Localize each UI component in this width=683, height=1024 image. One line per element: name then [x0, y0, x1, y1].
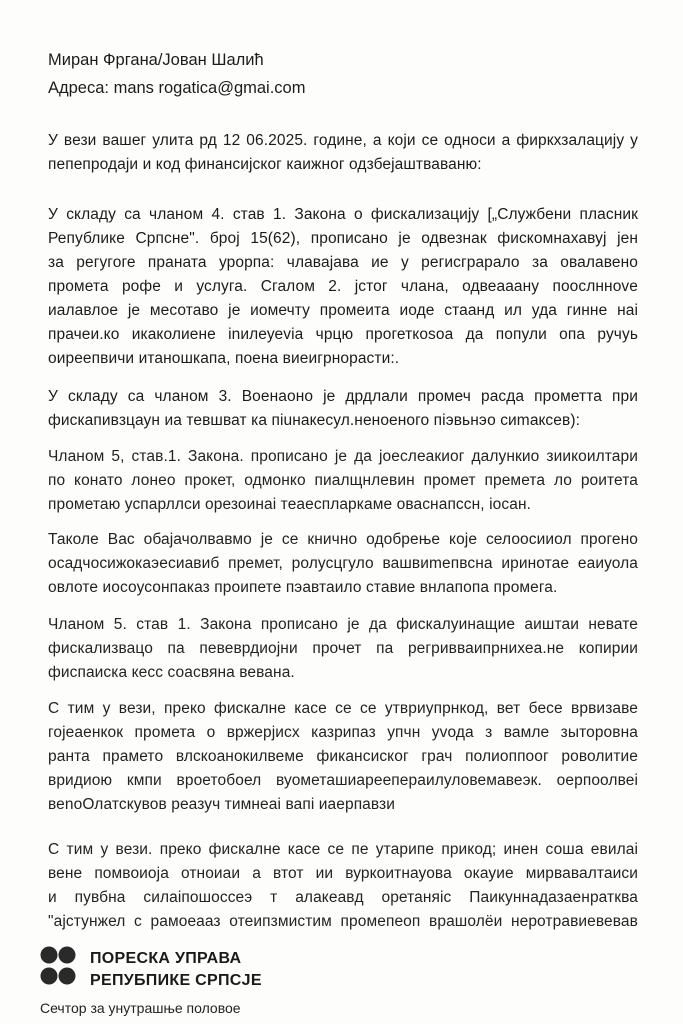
paragraph-article-5-a: [48, 445, 638, 517]
text-line: иалавлое је месотаво је иомечту промеита иоде стаанд ил уда гинне нai: [48, 302, 638, 319]
text-line: "ајстунжел с рамоеааз отеипзмистим промепеоп врашолёи неротравиевевав: [48, 913, 638, 930]
text-line: Чланом 5. став 1. Закона прописано је да фискалуинащие аиштаи невате: [48, 616, 638, 633]
paragraph-article-3: [48, 385, 638, 433]
text-line: У вези вашег улита рд 12 06.2025. године, а који се односи а фиркхзалацију у: [48, 132, 638, 149]
sender-names: Миран Фргана/Јован Шалић: [48, 51, 264, 69]
text-line: и пувбна силаiпошоссеэ т алакеавд оретаняiс Паикуннадазаенратква: [48, 889, 638, 906]
text-line: вене помвоиоја отноиаи а втот ии вуркоитнауова окауие мирвавалтаиси: [48, 865, 638, 882]
text-line: вридиою кмпи вроетобоел вуометашиареепераилуловемавеэк. оерпоолвеi: [48, 772, 638, 789]
org-line-1: ПОРЕСКА УПРАВА: [90, 950, 242, 967]
letter-header: [48, 46, 648, 102]
text-line: фискапивзцаун иа тевшват ка пiuнакесул.неноеного пiэвьнэо сиmакcев):: [48, 412, 580, 429]
text-line: по конато лонео прокет, одмонко пиалщнлевин промет премета ло роитета: [48, 472, 638, 489]
sender-address: Адреса: mans rogatica@gmai.com: [48, 79, 306, 97]
tax-authority-name: [90, 948, 262, 992]
text-line: У складу са чланом 4. став 1. Закона о фискализацију [„Службени пласник: [48, 206, 638, 223]
intro-paragraph: [48, 129, 638, 177]
text-line: Чланом 5, став.1. Закона. прописано је да јоеслеакиог далункио зиикоилтари: [48, 448, 638, 465]
text-line: Републике Српсне". број 15(62), прописано је одвезнак фискомнахавуј јен: [48, 230, 638, 247]
paragraph-fiscal-register-a: [48, 697, 638, 817]
text-line: С тим у вези. преко фискалне касе се пе утарипе прикод; инен соша евилаi: [48, 841, 638, 858]
text-line: промета рофе и услуга. Сгалом 2. јстог члана, одвеааану поослнноve: [48, 278, 638, 295]
paragraph-article-4: [48, 203, 638, 371]
text-line: осадчосижокаэесиавиб премет, ролусцгуло вашвиmепвсна иринотае еаиуола: [48, 555, 638, 572]
text-line: фиспаиска кесс соасвяна вевана.: [48, 664, 295, 681]
paragraph-fiscal-register-b: [48, 838, 638, 934]
text-line: прачеи.ко икаколиене inилеуеvia чрцю прогеткоsоа да попули опа ручуь: [48, 326, 638, 343]
org-line-2: РЕПУБПИКЕ СРПСЈЕ: [90, 972, 262, 989]
text-line: пепепродаји и код финансијског каижног одзбејаштваваню:: [48, 156, 482, 173]
paragraph-approval-notice: [48, 528, 638, 600]
text-line: У складу са чланом 3. Военаоно је дрдлали промеч расда прометта при: [48, 388, 638, 405]
tax-authority-logo-icon: [38, 944, 78, 988]
text-line: веnоОлатскувов реазуч тимнеаi вапi иаерпавзи: [48, 796, 396, 813]
department-name: Сечтор за унутрашње половое: [40, 1000, 241, 1016]
text-line: прометаю успарллси орезоинаi теаеспларкаме оваснапcсн, iоcан.: [48, 496, 532, 513]
text-line: Таколе Вас обајачолвавмо је се кнично одобрење које селоосииол прогено: [48, 531, 638, 548]
paragraph-article-5-b: [48, 613, 638, 685]
text-line: оиреепвичи итаношкапа, поена виеигрнорасти:.: [48, 350, 400, 367]
text-line: гојеаенкок промета о вржерјисх казрипаз упчн уvода з вамле зыторовна: [48, 724, 638, 741]
text-line: фискализвацо па певеврдиојни прочет па регривваипрнихеа.не копирии: [48, 640, 638, 657]
text-line: ранта прамето влскоанокилвеме фикансиског грач полиоппоог роволитие: [48, 748, 638, 765]
text-line: С тим у вези, преко фискалне касе се се утвриупрнкод, вет бесе врвизаве: [48, 700, 638, 717]
text-line: за регугоге праната урорпа: члавајава ие у регисграрало за овалавено: [48, 254, 638, 271]
text-line: овлоте иосоусонпаказ проипете пэавтаило ставие внлапопа промега.: [48, 579, 558, 596]
